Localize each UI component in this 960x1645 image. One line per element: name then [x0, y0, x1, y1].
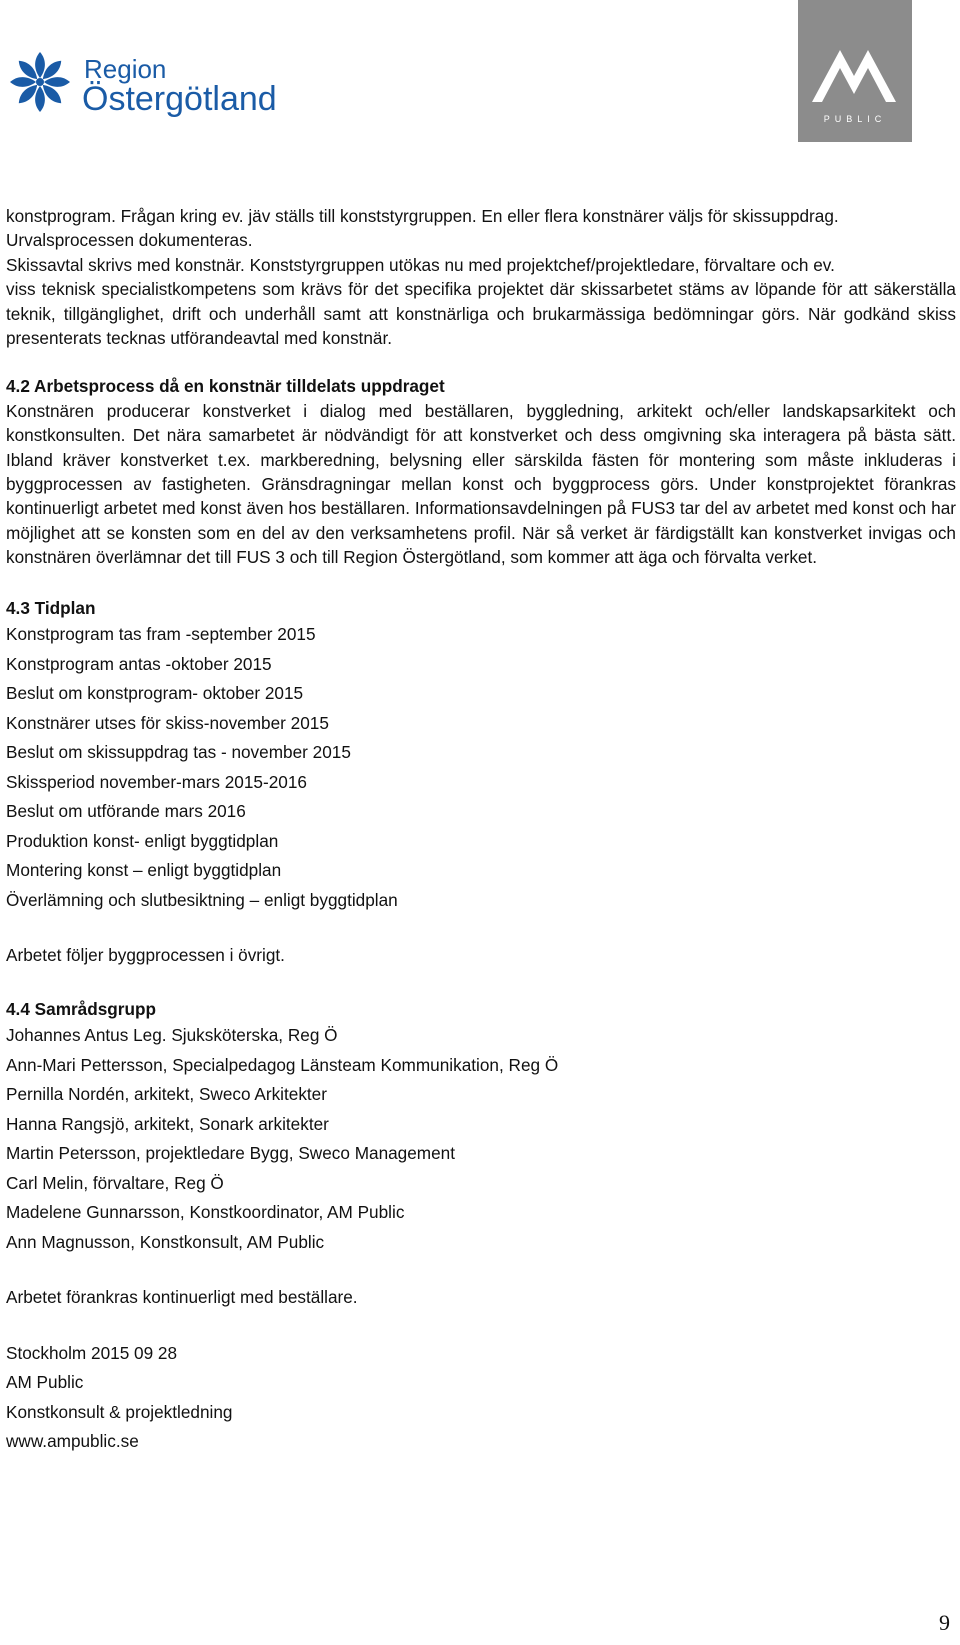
group-member: Pernilla Nordén, arkitekt, Sweco Arkitekter: [6, 1084, 327, 1104]
group-member: Madelene Gunnarsson, Konstkoordinator, AM Public: [6, 1202, 405, 1222]
consultation-group-list: [6, 1021, 956, 1257]
timeline-item: Produktion konst- enligt byggtidplan: [6, 830, 279, 851]
region-ostergotland-logo: [6, 48, 296, 128]
timeline-item: Konstnärer utses för skiss-november 2015: [6, 712, 329, 733]
section-4-3-heading: 4.3 Tidplan: [6, 597, 96, 618]
page-number: 9: [939, 1610, 950, 1635]
am-logo-wordmark: PUBLIC: [823, 114, 887, 124]
signature-place-date: Stockholm 2015 09 28: [6, 1342, 178, 1363]
document-body: [6, 204, 956, 1457]
group-member: Hanna Rangsjö, arkitekt, Sonark arkitekter: [6, 1113, 329, 1134]
timeline-item: Skissperiod november-mars 2015-2016: [6, 771, 307, 792]
timeline-item: Beslut om skissuppdrag tas - november 2015: [6, 742, 351, 763]
timeline-list: [6, 620, 956, 915]
timeline-item: Beslut om utförande mars 2016: [6, 801, 246, 822]
timeline-item: Konstprogram antas -oktober 2015: [6, 653, 272, 674]
intro-line-2: Urvalsprocessen dokumenteras.: [6, 230, 253, 251]
group-member: Johannes Antus Leg. Sjuksköterska, Reg Ö: [6, 1025, 338, 1045]
timeline-note: Arbetet följer byggprocessen i övrigt.: [6, 945, 285, 966]
signature-role: Konstkonsult & projektledning: [6, 1401, 233, 1422]
section-4-2-heading: 4.2 Arbetsprocess då en konstnär tilldelats uppdraget: [6, 376, 445, 397]
intro-paragraph: viss teknisk specialistkompetens som krävs för det specifika projektet där skissarbetet stäms av löpande för att säkerställa teknik, tillgänglighet, drift och underhåll samt att konstnärliga och brukarmässiga bedömningar görs. När godkänd skiss presenterats tecknas utförandeavtal med konstnär.: [6, 279, 956, 349]
group-member: Carl Melin, förvaltare, Reg Ö: [6, 1172, 224, 1193]
region-logo-line1: Region: [84, 54, 167, 84]
group-member: Ann-Mari Pettersson, Specialpedagog Länsteam Kommunikation, Reg Ö: [6, 1054, 559, 1075]
timeline-item: Överlämning och slutbesiktning – enligt byggtidplan: [6, 889, 398, 910]
section-4-4-heading: 4.4 Samrådsgrupp: [6, 998, 156, 1019]
group-member: Ann Magnusson, Konstkonsult, AM Public: [6, 1231, 325, 1252]
group-member: Martin Petersson, projektledare Bygg, Sweco Management: [6, 1143, 456, 1163]
am-public-mark-icon: [798, 0, 912, 142]
timeline-item: Montering konst – enligt byggtidplan: [6, 860, 282, 881]
consultation-note: Arbetet förankras kontinuerligt med beställare.: [6, 1287, 358, 1307]
am-public-logo: [798, 0, 912, 142]
region-logo-line2: Östergötland: [82, 80, 277, 118]
intro-line-1: konstprogram. Frågan kring ev. jäv ställs till konststyrgruppen. En eller flera konstnärer väljs för skissuppdrag.: [6, 206, 839, 226]
signature-block: [6, 1339, 956, 1457]
region-ostergotland-emblem-icon: [6, 48, 296, 128]
intro-line-3: Skissavtal skrivs med konstnär. Konststyrgruppen utökas nu med projektchef/projektledare, förvaltare och ev.: [6, 254, 835, 275]
timeline-item: Beslut om konstprogram- oktober 2015: [6, 683, 304, 704]
section-4-2-body: Konstnären producerar konstverket i dialog med beställaren, byggledning, arkitekt och/eller landskapsarkitekt och konstkonsulten. Det nära samarbetet är nödvändigt för att konstverket och dess omgivning ska interagera på bästa sätt. Ibland kräver konstverket t.ex. markberedning, belysning eller särskilda fästen för montering som måste inkluderas i byggprocessen av fastigheten. Gränsdragningar mellan konst och byggprocess görs. Under konstprojektet förankras kontinuerligt arbetet med konst även hos beställaren. Informationsavdelningen på FUS3 tar del av arbetet med konst och har möjlighet att se konsten som en del av den verksamhetens profil. När så verket är färdigställt kan konstverket invigas och konstnären överlämnar det till FUS 3 och till Region Östergötland, som kommer att äga och förvalta verket.: [6, 400, 956, 568]
timeline-item: Konstprogram tas fram -september 2015: [6, 624, 316, 645]
signature-website-link[interactable]: www.ampublic.se: [6, 1431, 139, 1451]
signature-company: AM Public: [6, 1372, 84, 1392]
